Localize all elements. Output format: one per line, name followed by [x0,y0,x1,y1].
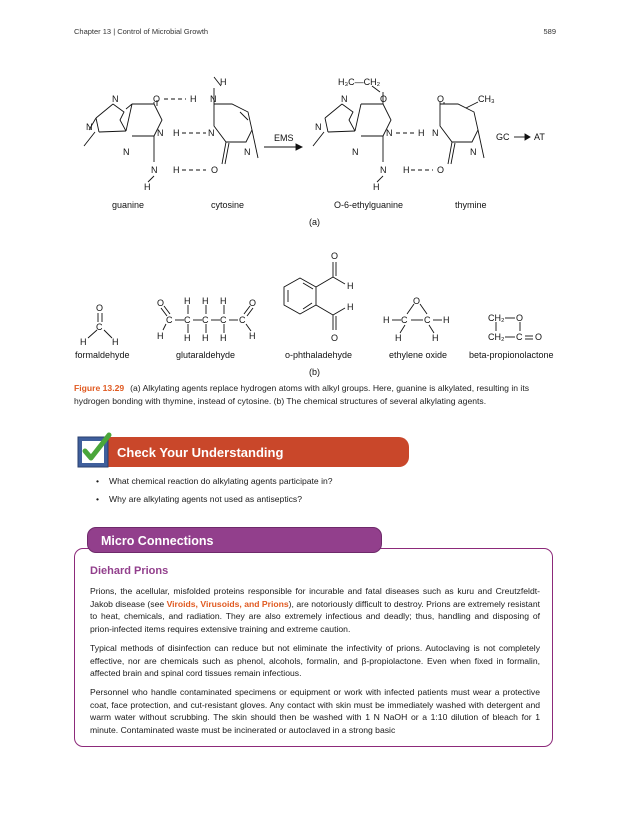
viroids-link[interactable]: Viroids, Virusoids, and Prions [166,598,289,609]
atom-n: N [470,147,477,157]
figure-a [84,77,545,227]
label-o-phthaladehyde: o-phthaladehyde [285,350,353,360]
atom-n: N [380,165,387,175]
figure-part-b: (b) [309,367,320,377]
methyl-group: CH₃ [478,94,495,104]
hydrogen-bonds-at [396,133,433,170]
atom-o: O [437,165,445,175]
paragraph [90,585,540,636]
atom-n: N [123,147,130,157]
list-item: • What chemical reaction do alkylating agents participate in? [96,475,333,493]
atom-c: C [516,332,523,342]
atom-n: N [432,128,439,138]
figure-diagram [0,0,630,380]
atom-n: N [210,94,217,104]
check-understanding-title: Check Your Understanding [117,445,284,460]
atom-n: N [151,165,158,175]
hydrogen-bonds-gc [164,99,206,170]
atom-h: H [112,337,119,347]
atom-o: O [516,313,524,323]
label-thymine: thymine [455,200,487,210]
atom-o: O [331,251,339,261]
atom-h: H [173,128,180,138]
atom-n: N [386,128,393,138]
atom-o: O [211,165,219,175]
atom-n: N [315,122,322,132]
phthalaldehyde-structure [284,262,345,330]
micro-connections-label: Micro Connections [101,534,214,548]
reaction-arrowhead [296,144,302,150]
atom-c: C [220,315,227,325]
atom-o: O [331,333,339,343]
atom-h: H [347,281,354,291]
gc-label: GC [496,132,510,142]
atom-n: N [86,122,93,132]
label-guanine: guanine [112,200,145,210]
atom-c: C [184,315,191,325]
label-glutaraldehyde: glutaraldehyde [176,350,236,360]
thymine-structure [440,102,484,164]
label-formaldehyde: formaldehyde [75,350,130,360]
label-o6-ethylguanine: O-6-ethylguanine [334,200,404,210]
ch2-group: CH₂ [488,332,505,342]
atom-n: N [112,94,119,104]
atom-h: H [418,128,425,138]
atom-h: H [184,296,191,306]
label-beta-propionolactone: beta-propionolactone [469,350,554,360]
ch2-group: CH₂ [488,313,505,323]
paragraph-text: Prions, the acellular, misfolded proteins responsible for incurable and fatal diseases such as kuru and Creutzfeldt-Jakob disease (see [90,586,540,609]
atom-h: H [432,333,439,343]
gc-at-arrowhead [525,134,530,140]
label-cytosine: cytosine [211,200,245,210]
atom-h: H [80,337,87,347]
chapter-title: Chapter 13 | Control of Microbial Growth [74,27,209,36]
paragraph: Typical methods of disinfection can reduce but not eliminate the infectivity of prions. Autoclaving is not completely effective, nor are chemicals such as phenol, alcohols, formalin, and β-propiolactone. Even when fixed in formalin, affected brain and spinal cord tissues remain infectious. [90,642,540,679]
atom-c: C [166,315,173,325]
atom-o: O [157,298,165,308]
atom-h: H [383,315,390,325]
atom-h: H [395,333,402,343]
atom-h: H [347,302,354,312]
paragraph-text: ), are notoriously difficult to destroy. Prions are extremely resistant to heat, chemicals, and radiation. They are also extremely infectious and deadly; thus, handling and disposing of prion-infected items requires extensive training and extreme caution. [90,598,540,635]
atom-h: H [157,331,164,341]
atom-h: H [202,333,209,343]
atom-c: C [239,315,246,325]
atom-n: N [157,128,164,138]
atom-o: O [437,94,445,104]
atom-h: H [443,315,450,325]
atom-h: H [403,165,410,175]
list-item: • Why are alkylating agents not used as antiseptics? [96,493,333,511]
atom-c: C [96,322,103,332]
figure-part-a: (a) [309,217,320,227]
atom-n: N [352,147,359,157]
atom-h: H [373,182,380,192]
figure-caption [74,382,558,407]
atom-o: O [249,298,257,308]
atom-h: H [220,296,227,306]
atom-c: C [202,315,209,325]
atom-h: H [220,333,227,343]
at-label: AT [534,132,545,142]
ethyl-group: H₃C—CH₂ [338,77,381,87]
page-number: 589 [543,27,556,36]
atom-o: O [535,332,543,342]
atom-o: O [153,94,161,104]
atom-c: C [401,315,408,325]
paragraph: Personnel who handle contaminated specimens or equipment or work with infected patients must wear a protective coat, face protection, and cut-resistant gloves. Any contact with skin must be immediately washed with detergent and warm water without scrubbing. The skin should then be washed with 1 N NaOH or a 1:10 dilution of bleach for 1 minute. Contaminated waste must be incinerated or autoclaved in a strong basic [90,686,540,736]
atom-h: H [220,77,227,87]
ems-label: EMS [274,133,294,143]
atom-h: H [202,296,209,306]
figure-number: Figure 13.29 [74,383,125,393]
atom-n: N [244,147,251,157]
atom-o: O [96,303,104,313]
ethylene-oxide-structure [392,304,442,333]
figure-b [75,251,554,377]
caption-text: (a) Alkylating agents replace hydrogen atoms with alkyl groups. Here, guanine is alkylated, resulting in its hydrogen bonding with thymine, instead of cytosine. (b) The chemical structures of several alkylating agents. [74,383,530,406]
atom-h: H [173,165,180,175]
label-ethylene-oxide: ethylene oxide [389,350,448,360]
atom-n: N [341,94,348,104]
atom-o: O [413,296,421,306]
micro-connections-title: Diehard Prions [90,565,169,577]
atom-h: H [190,94,197,104]
atom-h: H [249,331,256,341]
atom-h: H [184,333,191,343]
atom-o: O [380,94,388,104]
micro-connections-body [90,585,540,743]
atom-n: N [208,128,215,138]
atom-c: C [424,315,431,325]
checkbox-check-icon [76,432,112,470]
check-understanding-list [96,475,333,511]
atom-h: H [144,182,151,192]
cytosine-structure [214,77,258,164]
